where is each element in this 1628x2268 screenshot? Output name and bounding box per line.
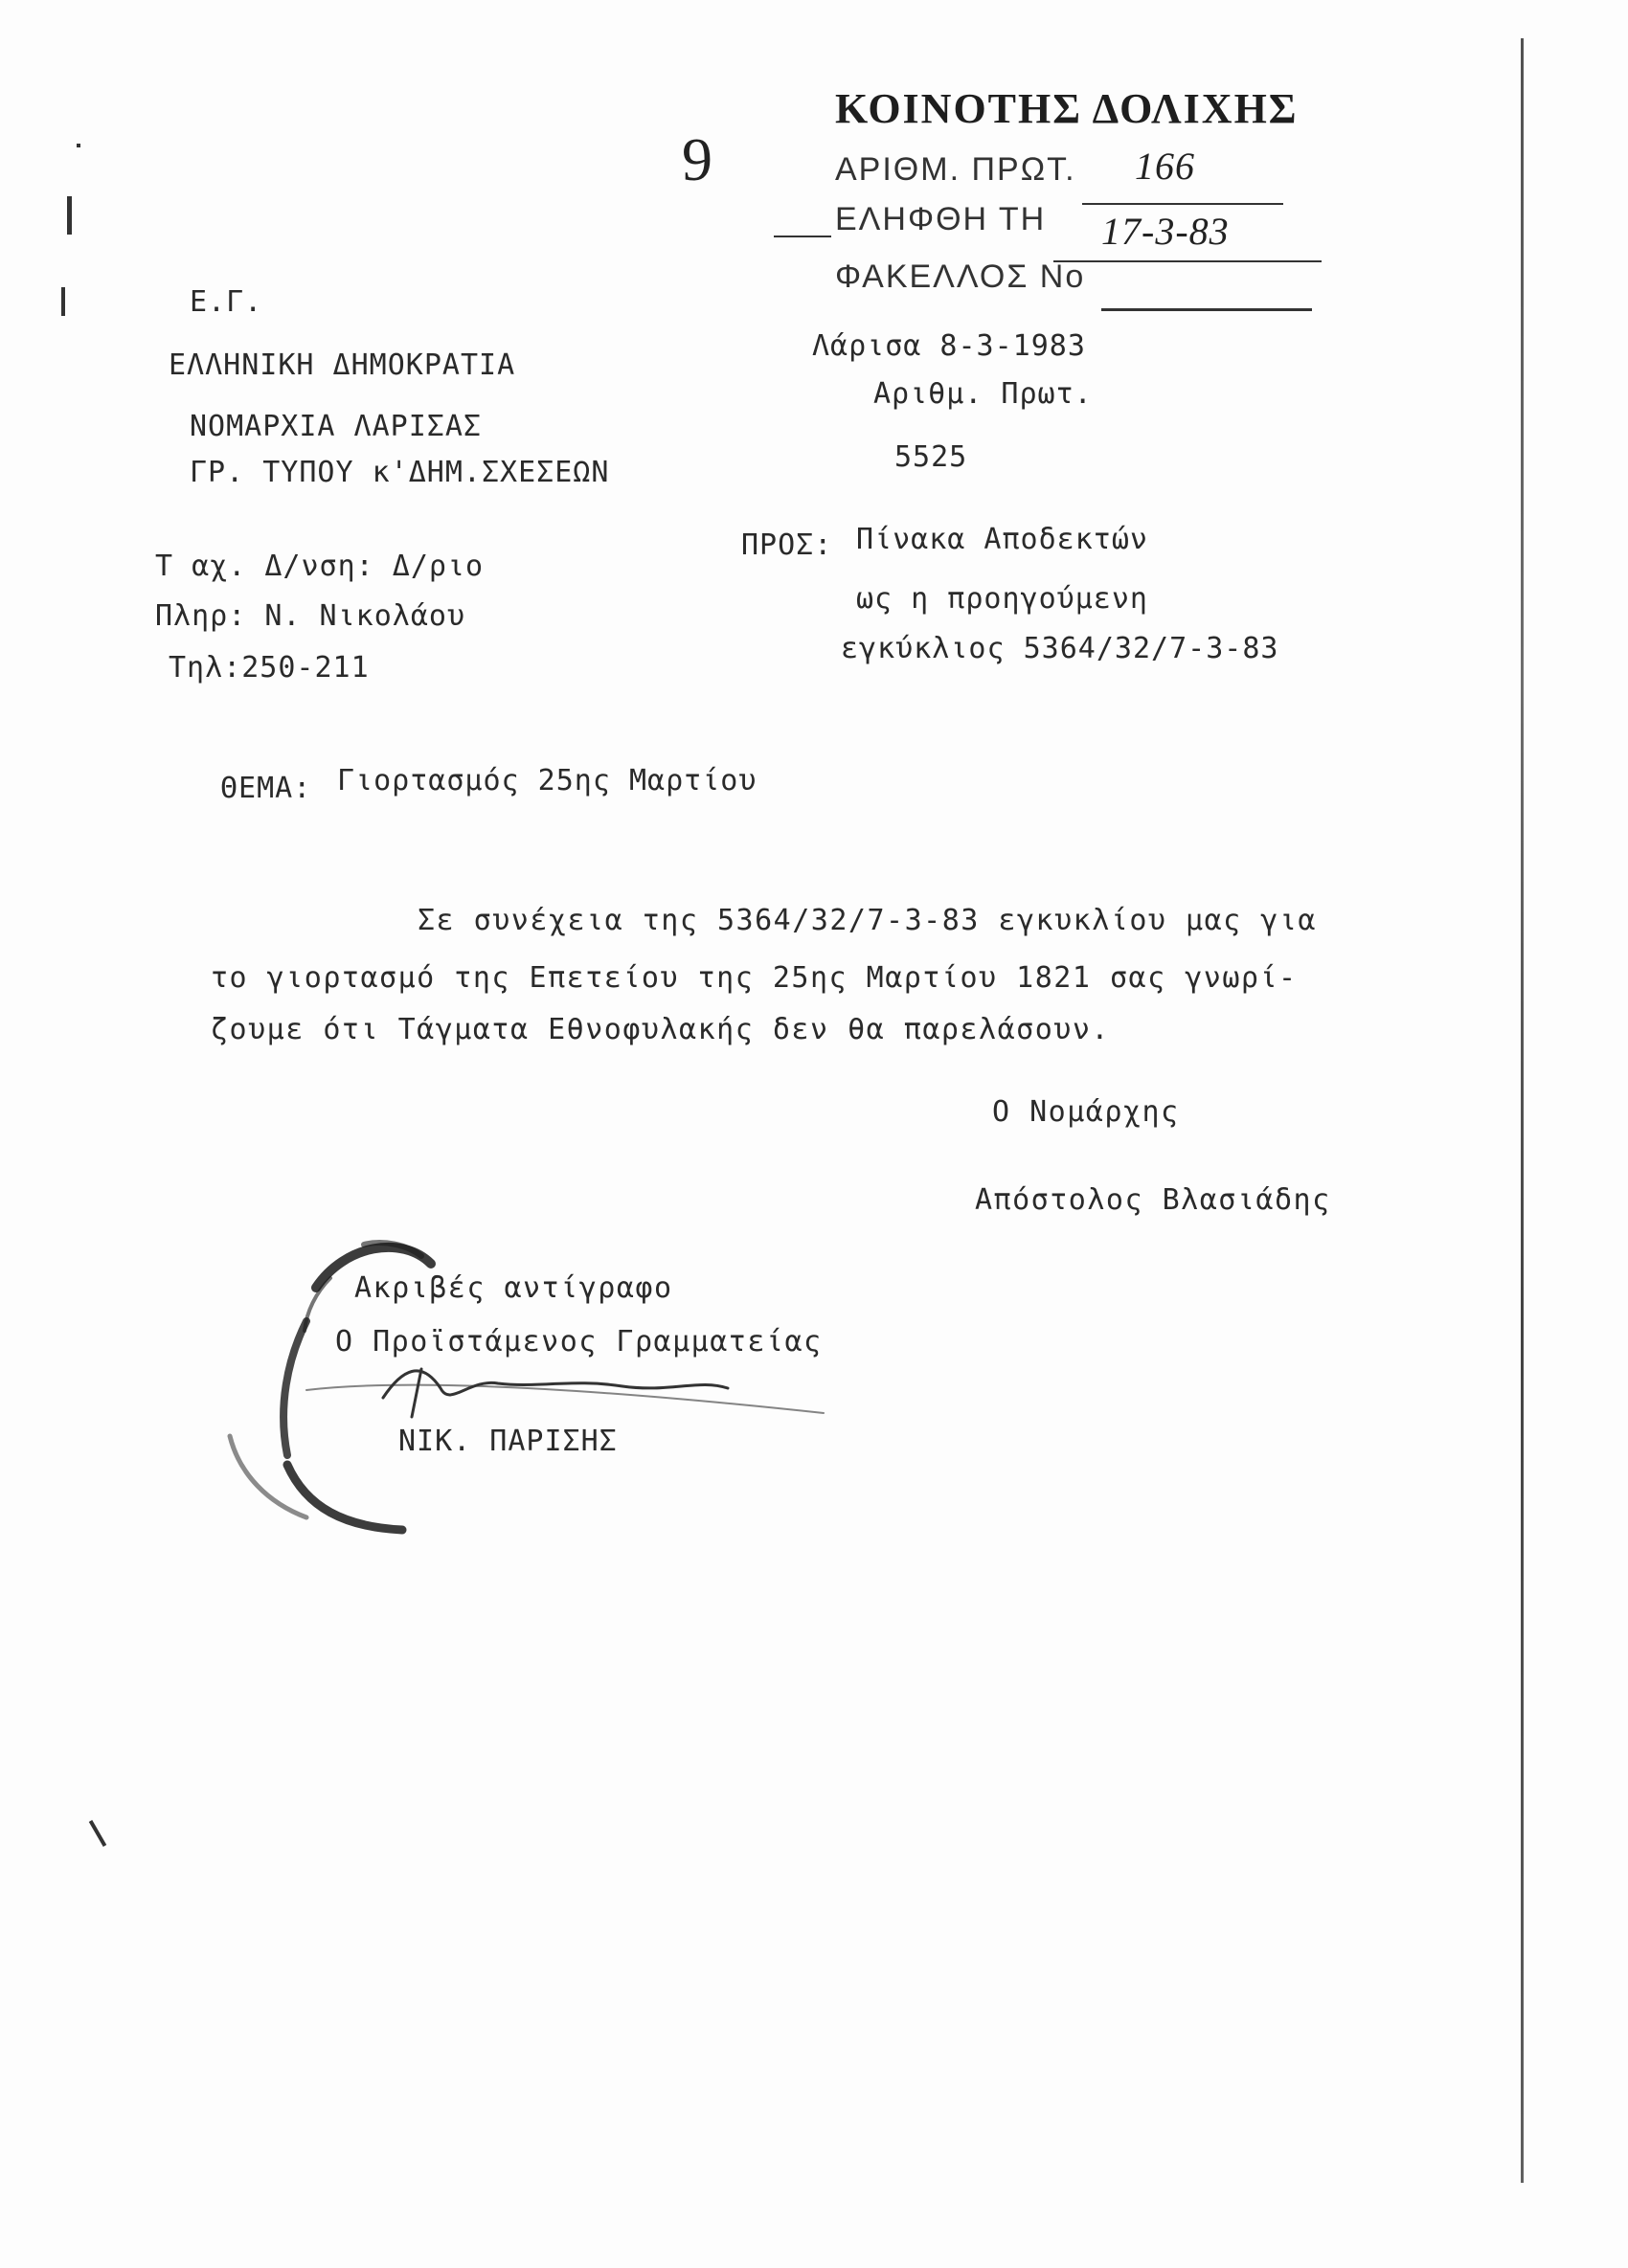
stamp-received-value: 17-3-83 [1101, 210, 1230, 253]
copy-line-1: Ακριβές αντίγραφο [354, 1271, 673, 1305]
recipient-line2: ως η προηγούμενη [856, 582, 1148, 616]
subject-value: Γιορτασμός 25ης Μαρτίου [337, 764, 757, 797]
sender-eg: Ε.Γ. [190, 285, 263, 319]
handwritten-signature [306, 1369, 824, 1417]
recipient-value: Πίνακα Αποδεκτών [856, 523, 1148, 556]
sender-phone: Τηλ:250-211 [169, 651, 370, 685]
body-line-3: ζουμε ότι Τάγματα Εθνοφυλακής δεν θα παρελάσουν. [211, 1013, 1110, 1046]
body-line-2: το γιορτασμό της Επετείου της 25ης Μαρτίου 1821 σας γνωρί- [211, 961, 1298, 995]
stamp-folder-label: ΦΑΚΕΛΛΟΣ Νο [835, 258, 1086, 295]
signature-name: Απόστολος Βλασιάδης [975, 1183, 1331, 1217]
sender-info: Πληρ: Ν. Νικολάου [155, 599, 466, 633]
subject-label: ΘΕΜΑ: [220, 772, 312, 805]
sender-office: ΓΡ. ΤΥΠΟΥ κ'ΔΗΜ.ΣΧΕΣΕΩΝ [190, 456, 610, 489]
sender-address: Τ αχ. Δ/νση: Δ/ριο [155, 550, 485, 583]
copy-name: ΝΙΚ. ΠΑΡΙΣΗΣ [398, 1425, 618, 1458]
recipient-label: ΠΡΟΣ: [741, 528, 833, 562]
copy-line-2: Ο Προϊστάμενος Γραμματείας [335, 1325, 823, 1359]
protocol-label: Αριθμ. Πρωτ. [873, 377, 1093, 411]
stamp-protocol-value: 166 [1135, 145, 1195, 188]
stamp-protocol-label: ΑΡΙΘΜ. ΠΡΩΤ. [835, 151, 1076, 188]
protocol-number: 5525 [894, 440, 968, 474]
sender-prefecture: ΝΟΜΑΡΧΙΑ ΛΑΡΙΣΑΣ [190, 410, 482, 443]
signature-role: Ο Νομάρχης [992, 1095, 1180, 1129]
page-mark: 9 [682, 125, 713, 193]
body-line-1: Σε συνέχεια της 5364/32/7-3-83 εγκυκλίου μας για [418, 904, 1317, 937]
recipient-line3: εγκύκλιος 5364/32/7-3-83 [841, 632, 1279, 665]
sender-state: ΕΛΛΗΝΙΚΗ ΔΗΜΟΚΡΑΤΙΑ [169, 348, 516, 382]
stamp-title: ΚΟΙΝΟΤΗΣ ΔΟΛΙΧΗΣ [835, 85, 1299, 132]
stamp-received-label: ΕΛΗΦΘΗ ΤΗ [835, 201, 1047, 237]
document-date: Λάρισα 8-3-1983 [812, 329, 1086, 363]
